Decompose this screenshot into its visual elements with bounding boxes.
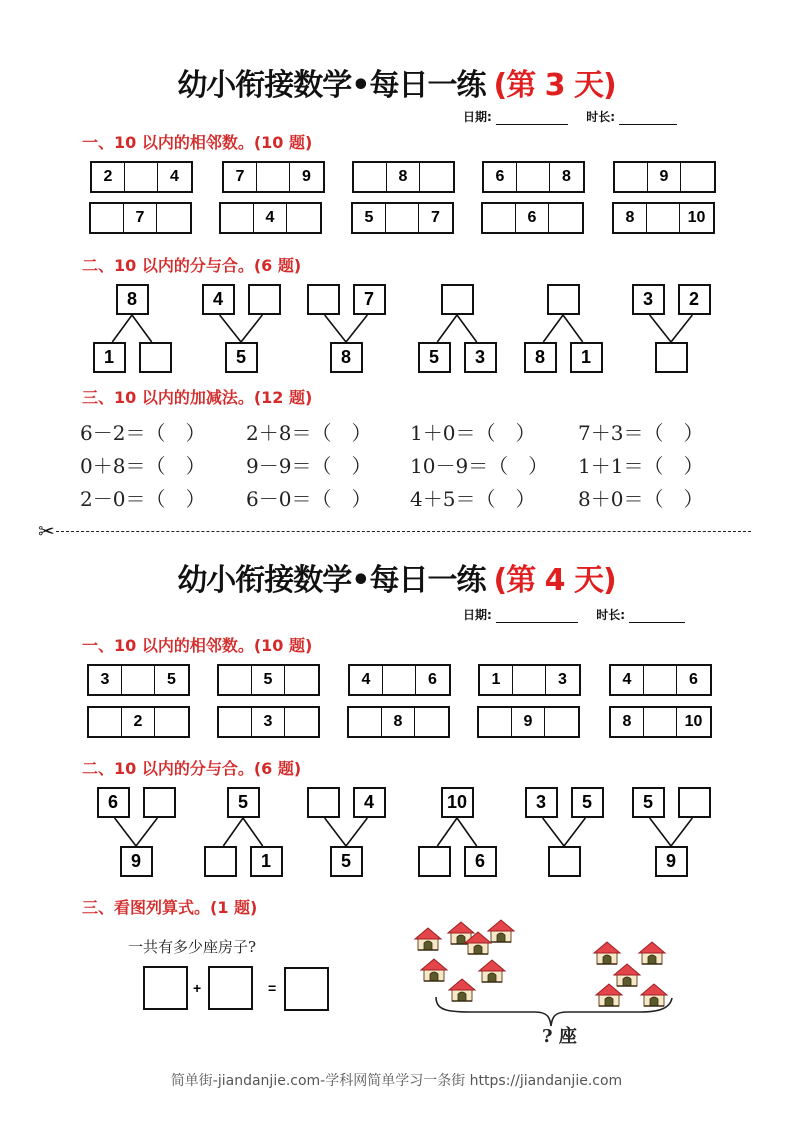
equation[interactable]: 0＋8＝（ ）	[80, 454, 206, 478]
blank-answer-box[interactable]	[204, 846, 237, 877]
section-heading: 二、10 以内的分与合。(6 题)	[82, 759, 302, 778]
blank-number-cell[interactable]	[479, 708, 512, 736]
house-icon-right-group	[594, 982, 624, 1008]
given-number-cell: 9	[648, 163, 681, 191]
date-duration-fields	[463, 108, 691, 125]
date-duration-fields	[463, 606, 699, 623]
given-number-box: 1	[93, 342, 126, 373]
equation[interactable]: 9－9＝（ ）	[246, 454, 372, 478]
equals-sign: =	[268, 980, 277, 996]
equation[interactable]: 1＋1＝（ ）	[578, 454, 704, 478]
blank-number-cell[interactable]	[517, 163, 550, 191]
blank-number-cell[interactable]	[89, 708, 122, 736]
brace-label: ? 座	[542, 1026, 577, 1047]
date-blank[interactable]	[496, 611, 578, 623]
given-number-cell: 9	[302, 168, 311, 185]
given-number-box: 8	[116, 284, 149, 315]
blank-number-cell[interactable]	[545, 708, 578, 736]
scissors-icon: ✂	[38, 519, 55, 543]
footer-watermark: 简单街-jiandanjie.com-学科网简单学习一条街 https://jiandanjie.com	[170, 1073, 623, 1089]
given-number-cell: 8	[382, 708, 415, 736]
equation[interactable]: 10－9＝（ ）	[410, 454, 549, 478]
adjacent-number-strip	[89, 202, 192, 234]
given-number-cell: 8	[387, 163, 420, 191]
given-number-box: 5	[571, 787, 604, 818]
given-number-box: 6	[97, 787, 130, 818]
blank-answer-box[interactable]	[548, 846, 581, 877]
given-number-cell: 8	[562, 168, 571, 185]
blank-number-cell[interactable]	[221, 204, 254, 232]
equation[interactable]: 4＋5＝（ ）	[410, 487, 536, 511]
given-number-box: 5	[225, 342, 258, 373]
adjacent-number-strip	[609, 664, 712, 696]
blank-number-cell[interactable]	[415, 708, 448, 736]
adjacent-number-strip	[612, 202, 715, 234]
given-number-cell: 5	[167, 671, 176, 688]
duration-label: 时长:	[586, 110, 615, 124]
adjacent-number-strip	[477, 706, 580, 738]
equation[interactable]: 1＋0＝（ ）	[410, 421, 536, 445]
given-number-cell: 6	[484, 163, 517, 191]
blank-answer-box[interactable]	[248, 284, 281, 315]
blank-number-cell[interactable]	[647, 204, 680, 232]
adjacent-number-strip	[347, 706, 450, 738]
blank-answer-box[interactable]	[307, 787, 340, 818]
given-number-box: 5	[227, 787, 260, 818]
adjacent-number-strip	[90, 161, 193, 193]
adjacent-number-strip	[87, 706, 190, 738]
given-number-cell: 7	[124, 204, 157, 232]
word-problem-question: 一共有多少座房子?	[128, 938, 257, 956]
equation[interactable]: 2－0＝（ ）	[80, 487, 206, 511]
blank-number-cell[interactable]	[386, 204, 419, 232]
given-number-cell: 3	[252, 708, 285, 736]
duration-label: 时长:	[596, 608, 625, 622]
adjacent-number-strip	[87, 664, 190, 696]
given-number-cell: 10	[684, 713, 703, 730]
blank-number-cell[interactable]	[549, 204, 582, 232]
blank-number-cell[interactable]	[219, 666, 252, 694]
given-number-box: 5	[418, 342, 451, 373]
given-number-box: 9	[655, 846, 688, 877]
given-number-box: 2	[678, 284, 711, 315]
given-number-cell: 5	[353, 204, 386, 232]
given-number-cell: 2	[122, 708, 155, 736]
given-number-cell: 6	[428, 671, 437, 688]
house-icon-right-group	[639, 982, 669, 1008]
given-number-box: 5	[632, 787, 665, 818]
blank-number-cell[interactable]	[285, 666, 318, 694]
adjacent-number-strip	[352, 161, 455, 193]
blank-answer-box[interactable]	[655, 342, 688, 373]
duration-blank[interactable]	[629, 611, 685, 623]
blank-answer-box[interactable]	[441, 284, 474, 315]
given-number-box: 3	[632, 284, 665, 315]
section-heading: 一、10 以内的相邻数。(10 题)	[82, 133, 313, 152]
given-number-cell: 7	[431, 209, 440, 226]
given-number-box: 3	[464, 342, 497, 373]
adjacent-number-strip	[351, 202, 454, 234]
house-icon-left-group	[477, 958, 507, 984]
blank-answer-box[interactable]	[418, 846, 451, 877]
section-heading: 二、10 以内的分与合。(6 题)	[82, 256, 302, 275]
cut-divider	[56, 531, 751, 532]
section-heading: 一、10 以内的相邻数。(10 题)	[82, 636, 313, 655]
sheet-title: 幼小衔接数学•每日一练 (第 4 天)	[177, 563, 616, 598]
adjacent-number-strip	[222, 161, 325, 193]
given-number-box: 3	[525, 787, 558, 818]
date-label: 日期:	[463, 110, 492, 124]
blank-number-cell[interactable]	[285, 708, 318, 736]
given-number-cell: 3	[89, 666, 122, 694]
date-blank[interactable]	[496, 113, 568, 125]
adjacent-number-strip	[478, 664, 581, 696]
blank-answer-box[interactable]	[307, 284, 340, 315]
blank-number-cell[interactable]	[420, 163, 453, 191]
blank-number-cell[interactable]	[615, 163, 648, 191]
given-number-cell: 1	[480, 666, 513, 694]
adjacent-number-strip	[609, 706, 712, 738]
day-label: (第 4 天)	[493, 563, 616, 598]
blank-answer-box[interactable]	[143, 787, 176, 818]
given-number-box: 4	[202, 284, 235, 315]
blank-number-cell[interactable]	[257, 163, 290, 191]
house-icon-left-group	[463, 930, 493, 956]
given-number-box: 7	[353, 284, 386, 315]
blank-number-cell[interactable]	[483, 204, 516, 232]
blank-number-cell[interactable]	[287, 204, 320, 232]
blank-answer-box[interactable]	[678, 787, 711, 818]
given-number-box: 9	[120, 846, 153, 877]
blank-number-cell[interactable]	[219, 708, 252, 736]
given-number-cell: 7	[224, 163, 257, 191]
given-number-cell: 4	[350, 666, 383, 694]
answer-box-addend-2[interactable]	[208, 966, 253, 1010]
given-number-box: 8	[330, 342, 363, 373]
sheet-title: 幼小衔接数学•每日一练 (第 3 天)	[177, 68, 616, 103]
given-number-box: 5	[330, 846, 363, 877]
equation[interactable]: 6－2＝（ ）	[80, 421, 206, 445]
adjacent-number-strip	[217, 706, 320, 738]
date-label: 日期:	[463, 608, 492, 622]
equation[interactable]: 7＋3＝（ ）	[578, 421, 704, 445]
blank-answer-box[interactable]	[139, 342, 172, 373]
given-number-cell: 8	[611, 708, 644, 736]
blank-number-cell[interactable]	[91, 204, 124, 232]
given-number-cell: 6	[689, 671, 698, 688]
equation[interactable]: 8＋0＝（ ）	[578, 487, 704, 511]
house-icon-left-group	[447, 977, 477, 1003]
answer-box-addend-1[interactable]	[143, 966, 188, 1010]
given-number-box: 4	[353, 787, 386, 818]
given-number-cell: 2	[92, 163, 125, 191]
adjacent-number-strip	[219, 202, 322, 234]
blank-number-cell[interactable]	[383, 666, 416, 694]
blank-number-cell[interactable]	[125, 163, 158, 191]
house-icon-left-group	[419, 957, 449, 983]
given-number-cell: 4	[254, 204, 287, 232]
given-number-cell: 4	[611, 666, 644, 694]
day-label: (第 3 天)	[493, 68, 616, 103]
blank-number-cell[interactable]	[513, 666, 546, 694]
section-heading: 三、10 以内的加减法。(12 题)	[82, 388, 313, 407]
blank-number-cell[interactable]	[644, 708, 677, 736]
adjacent-number-strip	[217, 664, 320, 696]
blank-number-cell[interactable]	[157, 204, 190, 232]
given-number-box: 1	[250, 846, 283, 877]
given-number-box: 10	[441, 787, 474, 818]
adjacent-number-strip	[481, 202, 584, 234]
adjacent-number-strip	[348, 664, 451, 696]
given-number-cell: 3	[558, 671, 567, 688]
adjacent-number-strip	[482, 161, 585, 193]
house-icon-left-group	[413, 926, 443, 952]
blank-number-cell[interactable]	[644, 666, 677, 694]
blank-number-cell[interactable]	[354, 163, 387, 191]
plus-sign: +	[193, 980, 202, 996]
given-number-cell: 8	[614, 204, 647, 232]
adjacent-number-strip	[613, 161, 716, 193]
given-number-cell: 5	[252, 666, 285, 694]
given-number-box: 1	[570, 342, 603, 373]
given-number-cell: 4	[170, 168, 179, 185]
given-number-cell: 9	[512, 708, 545, 736]
blank-answer-box[interactable]	[547, 284, 580, 315]
blank-number-cell[interactable]	[155, 708, 188, 736]
given-number-cell: 6	[516, 204, 549, 232]
blank-number-cell[interactable]	[681, 163, 714, 191]
duration-blank[interactable]	[619, 113, 677, 125]
section-heading: 三、看图列算式。(1 题)	[82, 898, 258, 917]
equation[interactable]: 6－0＝（ ）	[246, 487, 372, 511]
given-number-cell: 10	[687, 209, 706, 226]
given-number-box: 6	[464, 846, 497, 877]
equation[interactable]: 2＋8＝（ ）	[246, 421, 372, 445]
given-number-box: 8	[524, 342, 557, 373]
answer-box-sum[interactable]	[284, 967, 329, 1011]
blank-number-cell[interactable]	[122, 666, 155, 694]
blank-number-cell[interactable]	[349, 708, 382, 736]
